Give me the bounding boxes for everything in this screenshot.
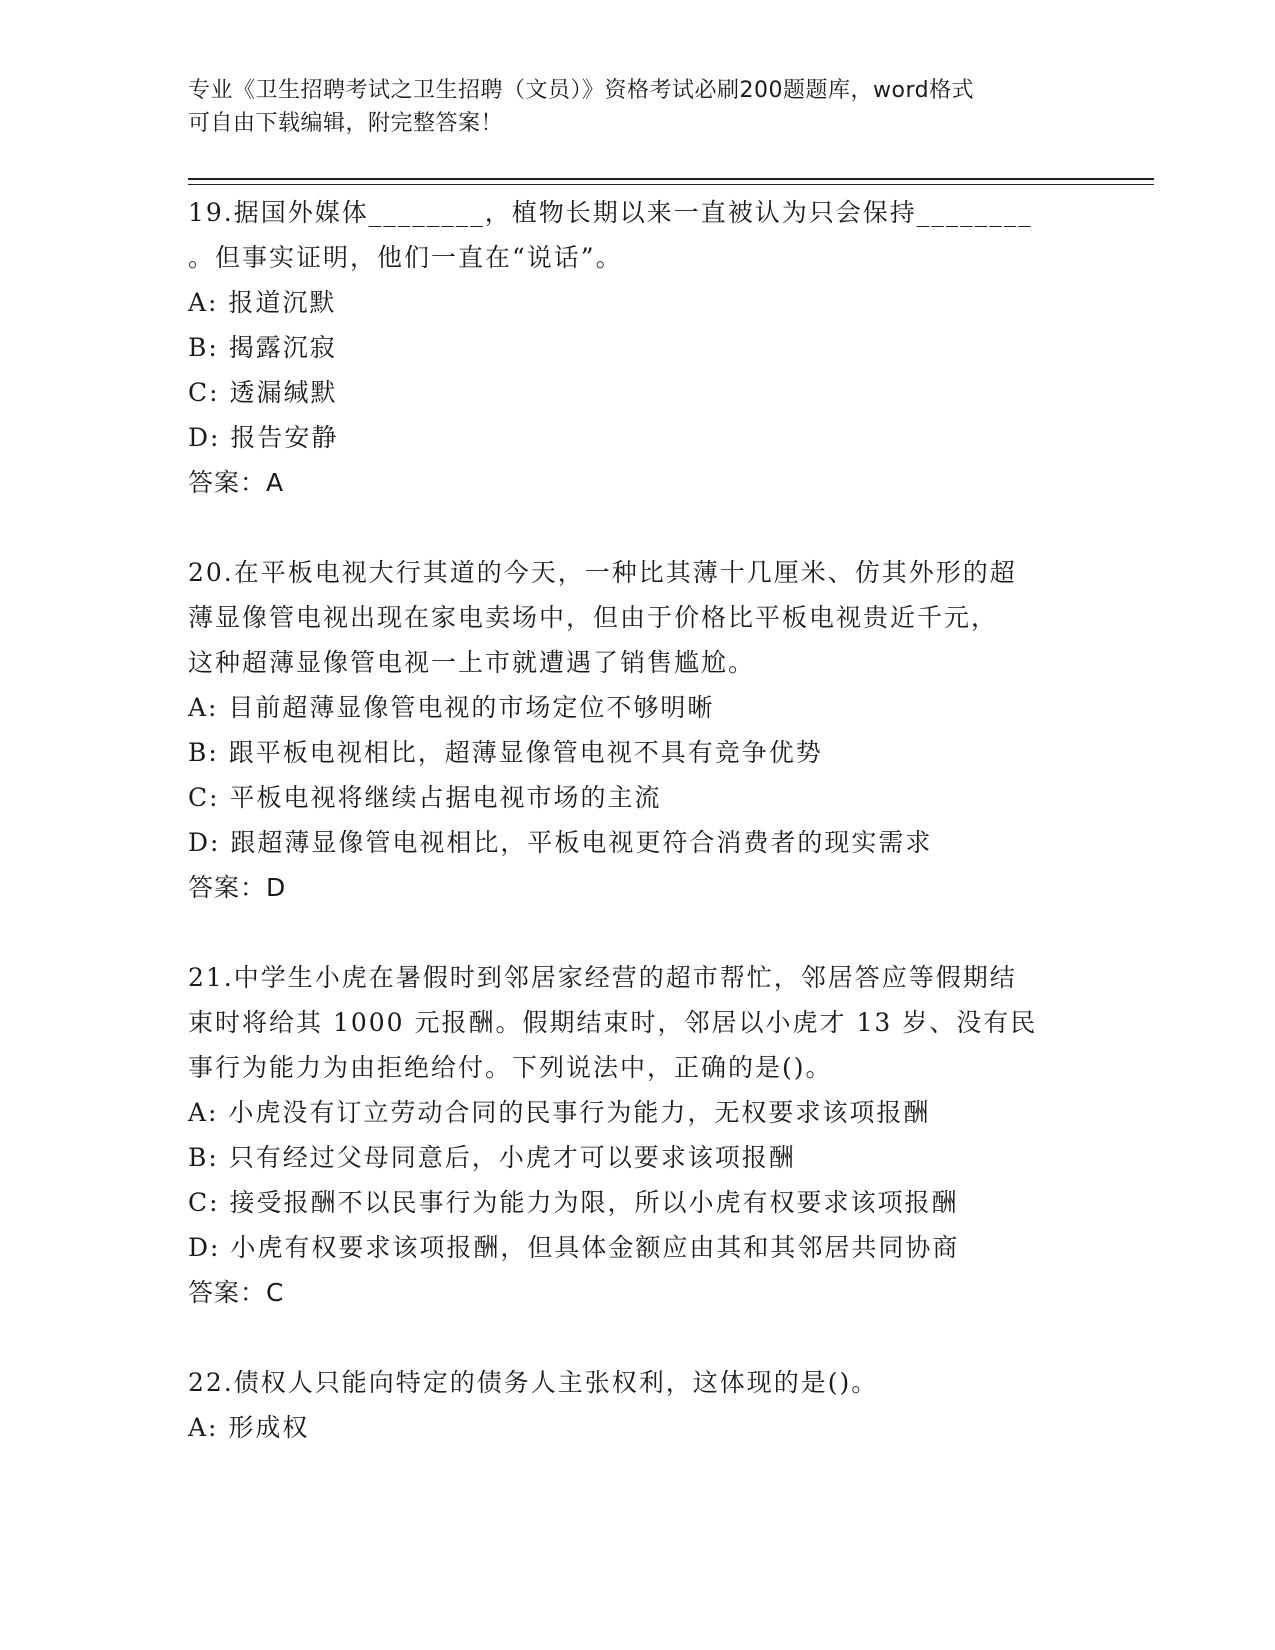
option-c: C: 透漏缄默 [188,378,338,407]
question-21 [188,955,1088,1315]
document-header [188,74,1068,140]
question-stem-line: 薄显像管电视出现在家电卖场中，但由于价格比平板电视贵近千元， [188,603,999,632]
answer-line: 答案：D [188,873,287,902]
option-a: A: 目前超薄显像管电视的市场定位不够明晰 [188,693,715,722]
question-stem-line: 20.在平板电视大行其道的今天，一种比其薄十几厘米、仿其外形的超 [188,558,1017,587]
header-title-line-2: 可自由下载编辑，附完整答案！ [188,111,504,136]
question-stem-line: 事行为能力为由拒绝给付。下列说法中，正确的是()。 [188,1053,833,1082]
option-b: B: 跟平板电视相比，超薄显像管电视不具有竞争优势 [188,738,823,767]
option-c: C: 平板电视将继续占据电视市场的主流 [188,783,662,812]
option-a: A: 形成权 [188,1413,310,1442]
question-19 [188,190,1088,505]
option-b: B: 只有经过父母同意后，小虎才可以要求该项报酬 [188,1143,796,1172]
question-stem-line: 束时将给其 1000 元报酬。假期结束时，邻居以小虎才 13 岁、没有民 [188,1008,1038,1037]
question-list [188,190,1088,1495]
option-d: D: 跟超薄显像管电视相比，平板电视更符合消费者的现实需求 [188,828,933,857]
question-stem-line: 。但事实证明，他们一直在“说话”。 [188,243,623,272]
question-stem-line: 19.据国外媒体________，植物长期以来一直被认为只会保持________ [188,198,1033,227]
option-d: D: 报告安静 [188,423,339,452]
option-c: C: 接受报酬不以民事行为能力为限，所以小虎有权要求该项报酬 [188,1188,959,1217]
question-stem-line: 21.中学生小虎在暑假时到邻居家经营的超市帮忙，邻居答应等假期结 [188,963,1017,992]
header-divider-thin [188,184,1154,185]
answer-line: 答案：A [188,468,285,497]
question-stem-line: 22.债权人只能向特定的债务人主张权利，这体现的是()。 [188,1368,879,1397]
option-a: A: 报道沉默 [188,288,337,317]
header-title-line-1: 专业《卫生招聘考试之卫生招聘（文员）》资格考试必刷200题题库，word格式 [188,78,975,103]
answer-line: 答案：C [188,1278,285,1307]
option-a: A: 小虎没有订立劳动合同的民事行为能力，无权要求该项报酬 [188,1098,931,1127]
question-stem-line: 这种超薄显像管电视一上市就遭遇了销售尴尬。 [188,648,756,677]
question-22 [188,1360,1088,1450]
header-divider-thick [188,178,1154,180]
option-d: D: 小虎有权要求该项报酬，但具体金额应由其和其邻居共同协商 [188,1233,960,1262]
option-b: B: 揭露沉寂 [188,333,337,362]
question-20 [188,550,1088,910]
